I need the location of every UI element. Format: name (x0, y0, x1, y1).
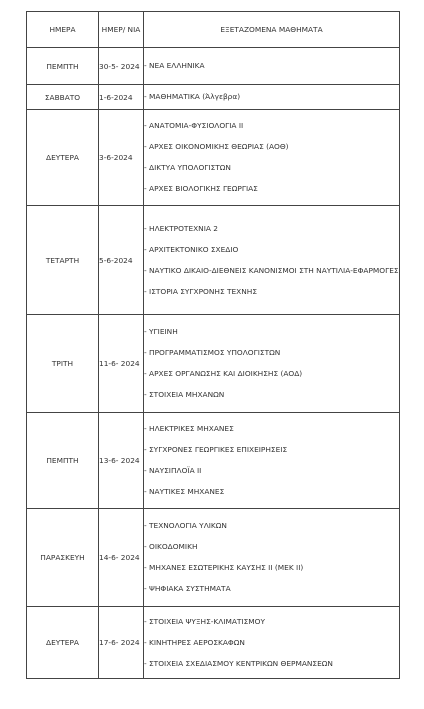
subject-item: - ΑΡΧΙΤΕΚΤΟΝΙΚΟ ΣΧΕΔΙΟ (144, 244, 239, 254)
day-cell: ΔΕΥΤΕΡΑ (27, 607, 99, 679)
subjects-cell (144, 85, 400, 110)
subject-item: - ΑΝΑΤΟΜΙΑ-ΦΥΣΙΟΛΟΓΙΑ ΙΙ (144, 121, 244, 130)
table-row (27, 85, 400, 110)
date-cell: 13-6- 2024 (99, 413, 144, 509)
day-cell: ΔΕΥΤΕΡΑ (27, 110, 99, 206)
subject-item: - ΤΕΧΝΟΛΟΓΙΑ ΥΛΙΚΩΝ (144, 521, 227, 530)
table-row (27, 315, 400, 413)
day-cell: ΠΕΜΠΤΗ (27, 413, 99, 509)
subject-list (144, 222, 399, 299)
subjects-cell (144, 110, 400, 206)
subjects-cell (144, 413, 400, 509)
subject-item: - ΗΛΕΚΤΡΙΚΕΣ ΜΗΧΑΝΕΣ (144, 424, 234, 433)
subjects-cell (144, 206, 400, 315)
subject-item: - ΔΙΚΤΥΑ ΥΠΟΛΟΓΙΣΤΩΝ (144, 163, 231, 172)
subjects-cell (144, 509, 400, 607)
subjects-cell (144, 607, 400, 679)
subject-item: - ΙΣΤΟΡΙΑ ΣΥΓΧΡΟΝΗΣ ΤΕΧΝΗΣ (144, 286, 257, 296)
subject-item: - ΥΓΙΕΙΝΗ (144, 327, 178, 336)
table-row (27, 509, 400, 607)
table-row (27, 607, 400, 679)
subject-item: - ΝΑΥΤΙΚΟ ΔΙΚΑΙΟ-ΔΙΕΘΝΕΙΣ ΚΑΝΟΝΙΣΜΟΙ ΣΤΗ ΝΑΥΤΙΛΙΑ-ΕΦΑΡΜΟΓΕΣ (144, 265, 399, 275)
subject-list (144, 119, 399, 196)
date-cell: 5-6-2024 (99, 206, 144, 315)
subject-item: - ΣΥΓΧΡΟΝΕΣ ΓΕΩΡΓΙΚΕΣ ΕΠΙΧΕΙΡΗΣΕΙΣ (144, 445, 288, 454)
header-date: ΗΜΕΡ/ ΝΙΑ (99, 12, 144, 48)
date-cell: 17-6- 2024 (99, 607, 144, 679)
subject-item: - ΜΑΘΗΜΑΤΙΚΑ (Άλγεβρα) (144, 92, 241, 101)
day-cell: ΠΕΜΠΤΗ (27, 48, 99, 85)
table-row (27, 413, 400, 509)
subject-item: - ΗΛΕΚΤΡΟΤΕΧΝΙΑ 2 (144, 223, 218, 233)
subject-item: - ΚΙΝΗΤΗΡΕΣ ΑΕΡΟΣΚΑΦΩΝ (144, 637, 245, 647)
subject-list (144, 90, 399, 104)
date-cell: 14-6- 2024 (99, 509, 144, 607)
subject-item: - ΣΤΟΙΧΕΙΑ ΨΥΞΗΣ-ΚΛΙΜΑΤΙΣΜΟΥ (144, 616, 265, 626)
subject-item: - ΝΑΥΣΙΠΛΟΪΑ ΙΙ (144, 466, 202, 475)
subject-list (144, 325, 399, 402)
day-cell: ΤΡΙΤΗ (27, 315, 99, 413)
date-cell: 30-5- 2024 (99, 48, 144, 85)
subject-item: - ΨΗΦΙΑΚΑ ΣΥΣΤΗΜΑΤΑ (144, 584, 231, 593)
header-day: ΗΜΕΡΑ (27, 12, 99, 48)
subject-item: - ΣΤΟΙΧΕΙΑ ΜΗΧΑΝΩΝ (144, 390, 225, 399)
date-cell: 3-6-2024 (99, 110, 144, 206)
table-header-row (27, 12, 400, 48)
subject-item: - ΣΤΟΙΧΕΙΑ ΣΧΕΔΙΑΣΜΟΥ ΚΕΝΤΡΙΚΩΝ ΘΕΡΜΑΝΣΕΩΝ (144, 658, 333, 668)
subject-list (144, 615, 399, 671)
subject-item: - ΠΡΟΓΡΑΜΜΑΤΙΣΜΟΣ ΥΠΟΛΟΓΙΣΤΩΝ (144, 348, 281, 357)
subjects-cell (144, 48, 400, 85)
subject-item: - ΑΡΧΕΣ ΒΙΟΛΟΓΙΚΗΣ ΓΕΩΡΓΙΑΣ (144, 184, 258, 193)
subject-item: - ΝΑΥΤΙΚΕΣ ΜΗΧΑΝΕΣ (144, 487, 225, 496)
exam-schedule-table (26, 11, 400, 679)
subject-item: - ΜΗΧΑΝΕΣ ΕΣΩΤΕΡΙΚΗΣ ΚΑΥΣΗΣ ΙΙ (ΜΕΚ ΙΙ) (144, 563, 304, 572)
table-row (27, 110, 400, 206)
day-cell: ΠΑΡΑΣΚΕΥΗ (27, 509, 99, 607)
subject-item: - ΑΡΧΕΣ ΟΙΚΟΝΟΜΙΚΗΣ ΘΕΩΡΙΑΣ (ΑΟΘ) (144, 142, 289, 151)
day-cell: ΤΕΤΑΡΤΗ (27, 206, 99, 315)
table-row (27, 48, 400, 85)
date-cell: 1-6-2024 (99, 85, 144, 110)
subject-item: - ΑΡΧΕΣ ΟΡΓΑΝΩΣΗΣ ΚΑΙ ΔΙΟΙΚΗΣΗΣ (ΑΟΔ) (144, 369, 303, 378)
header-subjects: ΕΞΕΤΑΖΟΜΕΝΑ ΜΑΘΗΜΑΤΑ (144, 12, 400, 48)
subjects-cell (144, 315, 400, 413)
table-body (27, 48, 400, 679)
subject-item: - ΝΕΑ ΕΛΛΗΝΙΚΑ (144, 61, 205, 70)
subject-list (144, 422, 399, 499)
subject-list (144, 519, 399, 596)
date-cell: 11-6- 2024 (99, 315, 144, 413)
subject-list (144, 59, 399, 73)
table-row (27, 206, 400, 315)
day-cell: ΣΑΒΒΑΤΟ (27, 85, 99, 110)
subject-item: - ΟΙΚΟΔΟΜΙΚΗ (144, 542, 198, 551)
